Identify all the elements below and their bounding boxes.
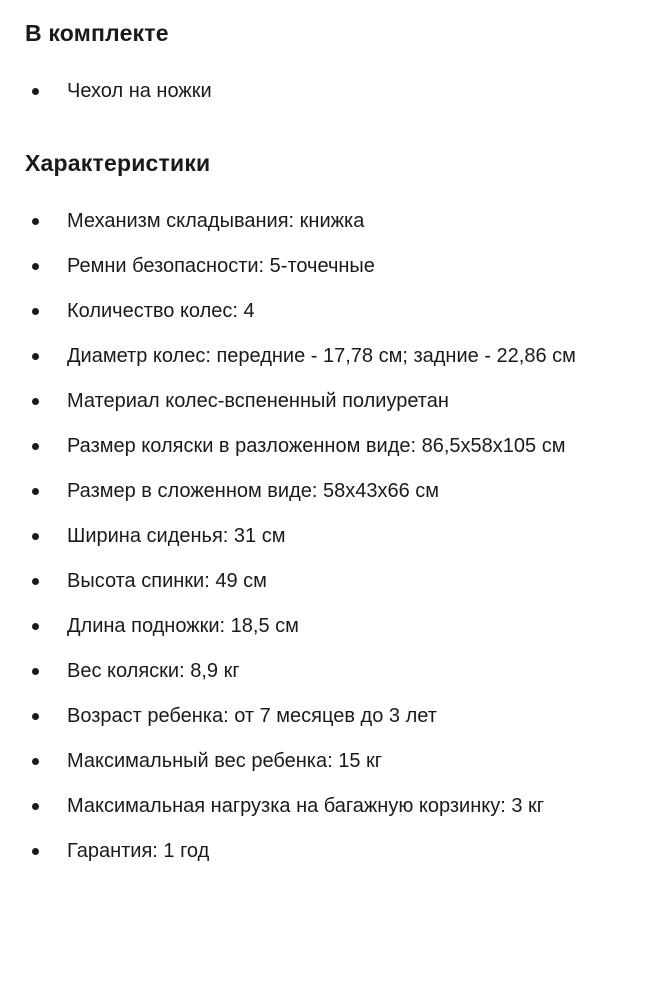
list-item [0, 833, 660, 869]
bullet-dot-icon [32, 848, 39, 855]
bullet-dot-icon [32, 668, 39, 675]
list-item-text: Максимальная нагрузка на багажную корзинку: 3 кг [67, 795, 545, 817]
list-item [0, 293, 660, 329]
list-item [0, 788, 660, 824]
bullet-dot-icon [32, 218, 39, 225]
kit-title: В комплекте [25, 20, 169, 46]
specs-list [0, 203, 660, 869]
kit-list [0, 73, 660, 109]
list-item-text: Гарантия: 1 год [67, 840, 210, 862]
list-item-text: Количество колес: 4 [67, 300, 255, 322]
list-item [0, 428, 660, 464]
list-item [0, 653, 660, 689]
list-item-text: Размер коляски в разложенном виде: 86,5х58х105 см [67, 435, 566, 457]
list-item [0, 698, 660, 734]
list-item [0, 73, 660, 109]
list-item-text: Материал колес-вспененный полиуретан [67, 390, 449, 412]
bullet-dot-icon [32, 398, 39, 405]
bullet-dot-icon [32, 578, 39, 585]
bullet-dot-icon [32, 713, 39, 720]
bullet-dot-icon [32, 623, 39, 630]
list-item-text: Размер в сложенном виде: 58х43х66 см [67, 480, 440, 502]
list-item-text: Диаметр колес: передние - 17,78 см; задние - 22,86 см [67, 345, 576, 367]
list-item-text: Чехол на ножки [67, 80, 212, 102]
bullet-dot-icon [32, 263, 39, 270]
list-item-text: Возраст ребенка: от 7 месяцев до 3 лет [67, 705, 437, 727]
list-item-text: Длина подножки: 18,5 см [67, 615, 299, 637]
bullet-dot-icon [32, 803, 39, 810]
list-item [0, 743, 660, 779]
kit-section [0, 20, 660, 109]
list-item [0, 203, 660, 239]
list-item [0, 248, 660, 284]
bullet-dot-icon [32, 488, 39, 495]
list-item [0, 338, 660, 374]
bullet-dot-icon [32, 533, 39, 540]
list-item-text: Ремни безопасности: 5-точечные [67, 255, 375, 277]
list-item [0, 383, 660, 419]
list-item-text: Ширина сиденья: 31 см [67, 525, 286, 547]
list-item-text: Механизм складывания: книжка [67, 210, 365, 232]
list-item-text: Высота спинки: 49 см [67, 570, 267, 592]
bullet-dot-icon [32, 443, 39, 450]
bullet-dot-icon [32, 353, 39, 360]
bullet-dot-icon [32, 308, 39, 315]
list-item-text: Вес коляски: 8,9 кг [67, 660, 240, 682]
list-item [0, 608, 660, 644]
list-item [0, 473, 660, 509]
specs-section [0, 150, 660, 878]
list-item [0, 518, 660, 554]
bullet-dot-icon [32, 758, 39, 765]
list-item [0, 563, 660, 599]
specs-title: Характеристики [25, 150, 211, 176]
bullet-dot-icon [32, 88, 39, 95]
list-item-text: Максимальный вес ребенка: 15 кг [67, 750, 383, 772]
